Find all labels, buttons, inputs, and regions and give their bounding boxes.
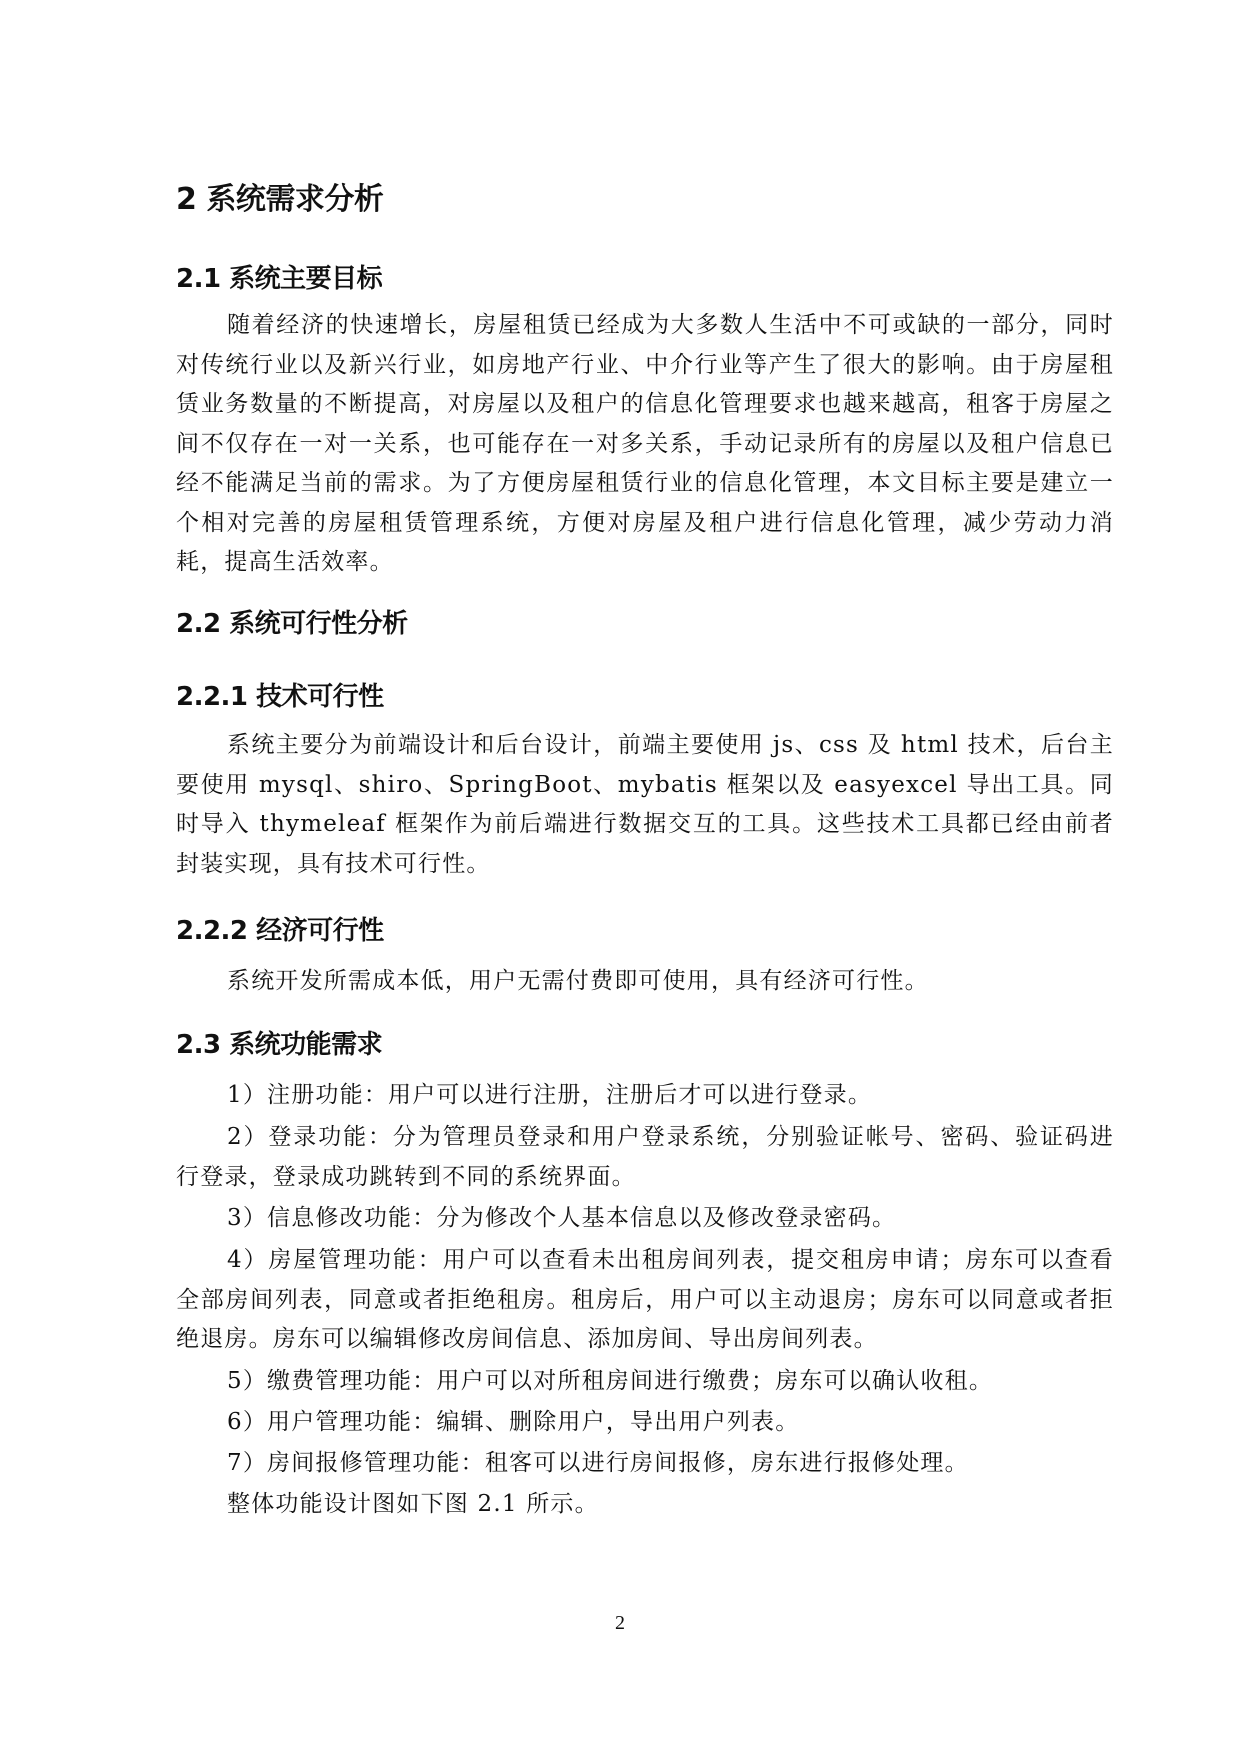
paragraph-system-goals: 随着经济的快速增长，房屋租赁已经成为大多数人生活中不可或缺的一部分，同时对传统行业以及新兴行业，如房地产行业、中介行业等产生了很大的影响。由于房屋租赁业务数量的不断提高，对房屋以及租户的信息化管理要求也越来越高，租客于房屋之间不仅存在一对一关系，也可能存在一对多关系，手动记录所有的房屋以及租户信息已经不能满足当前的需求。为了方便房屋租赁行业的信息化管理，本文目标主要是建立一个相对完善的房屋租赁管理系统，方便对房屋及租户进行信息化管理，减少劳动力消耗，提高生活效率。 [176,312,1114,575]
requirement-item-repair-management: 7）房间报修管理功能：租客可以进行房间报修，房东进行报修处理。 [227,1450,969,1476]
requirement-item-user-management: 6）用户管理功能：编辑、删除用户，导出用户列表。 [227,1409,800,1435]
chapter-heading: 2 系统需求分析 [176,182,384,217]
paragraph-technical-feasibility: 系统主要分为前端设计和后台设计，前端主要使用 js、css 及 html 技术，后台主要使用 mysql、shiro、SpringBoot、mybatis 框架以及 easyexcel 导出工具。同时导入 thymeleaf 框架作为前后端进行数据交互的工具。这些技术工具都已经由前者封装实现，具有技术可行性。 [176,732,1114,877]
section-heading-2-2-2: 2.2.2 经济可行性 [176,916,384,946]
section-heading-2-2: 2.2 系统可行性分析 [176,609,408,639]
requirement-item-house-management: 4）房屋管理功能：用户可以查看未出租房间列表，提交租房申请；房东可以查看全部房间列表，同意或者拒绝租房。租房后，用户可以主动退房；房东可以同意或者拒绝退房。房东可以编辑修改房间信息、添加房间、导出房间列表。 [176,1247,1114,1352]
figure-reference-sentence: 整体功能设计图如下图 2.1 所示。 [227,1491,599,1517]
section-heading-2-3: 2.3 系统功能需求 [176,1030,383,1060]
page-number: 2 [615,1612,625,1634]
requirement-item-payment-management: 5）缴费管理功能：用户可以对所租房间进行缴费；房东可以确认收租。 [227,1368,994,1394]
requirement-item-register: 1）注册功能：用户可以进行注册，注册后才可以进行登录。 [227,1082,873,1108]
section-heading-2-1: 2.1 系统主要目标 [176,264,383,294]
requirement-item-login: 2）登录功能：分为管理员登录和用户登录系统，分别验证帐号、密码、验证码进行登录，登录成功跳转到不同的系统界面。 [176,1124,1114,1190]
section-heading-2-2-1: 2.2.1 技术可行性 [176,682,384,712]
requirement-item-profile-edit: 3）信息修改功能：分为修改个人基本信息以及修改登录密码。 [227,1205,897,1231]
paragraph-economic-feasibility: 系统开发所需成本低，用户无需付费即可使用，具有经济可行性。 [227,968,929,994]
